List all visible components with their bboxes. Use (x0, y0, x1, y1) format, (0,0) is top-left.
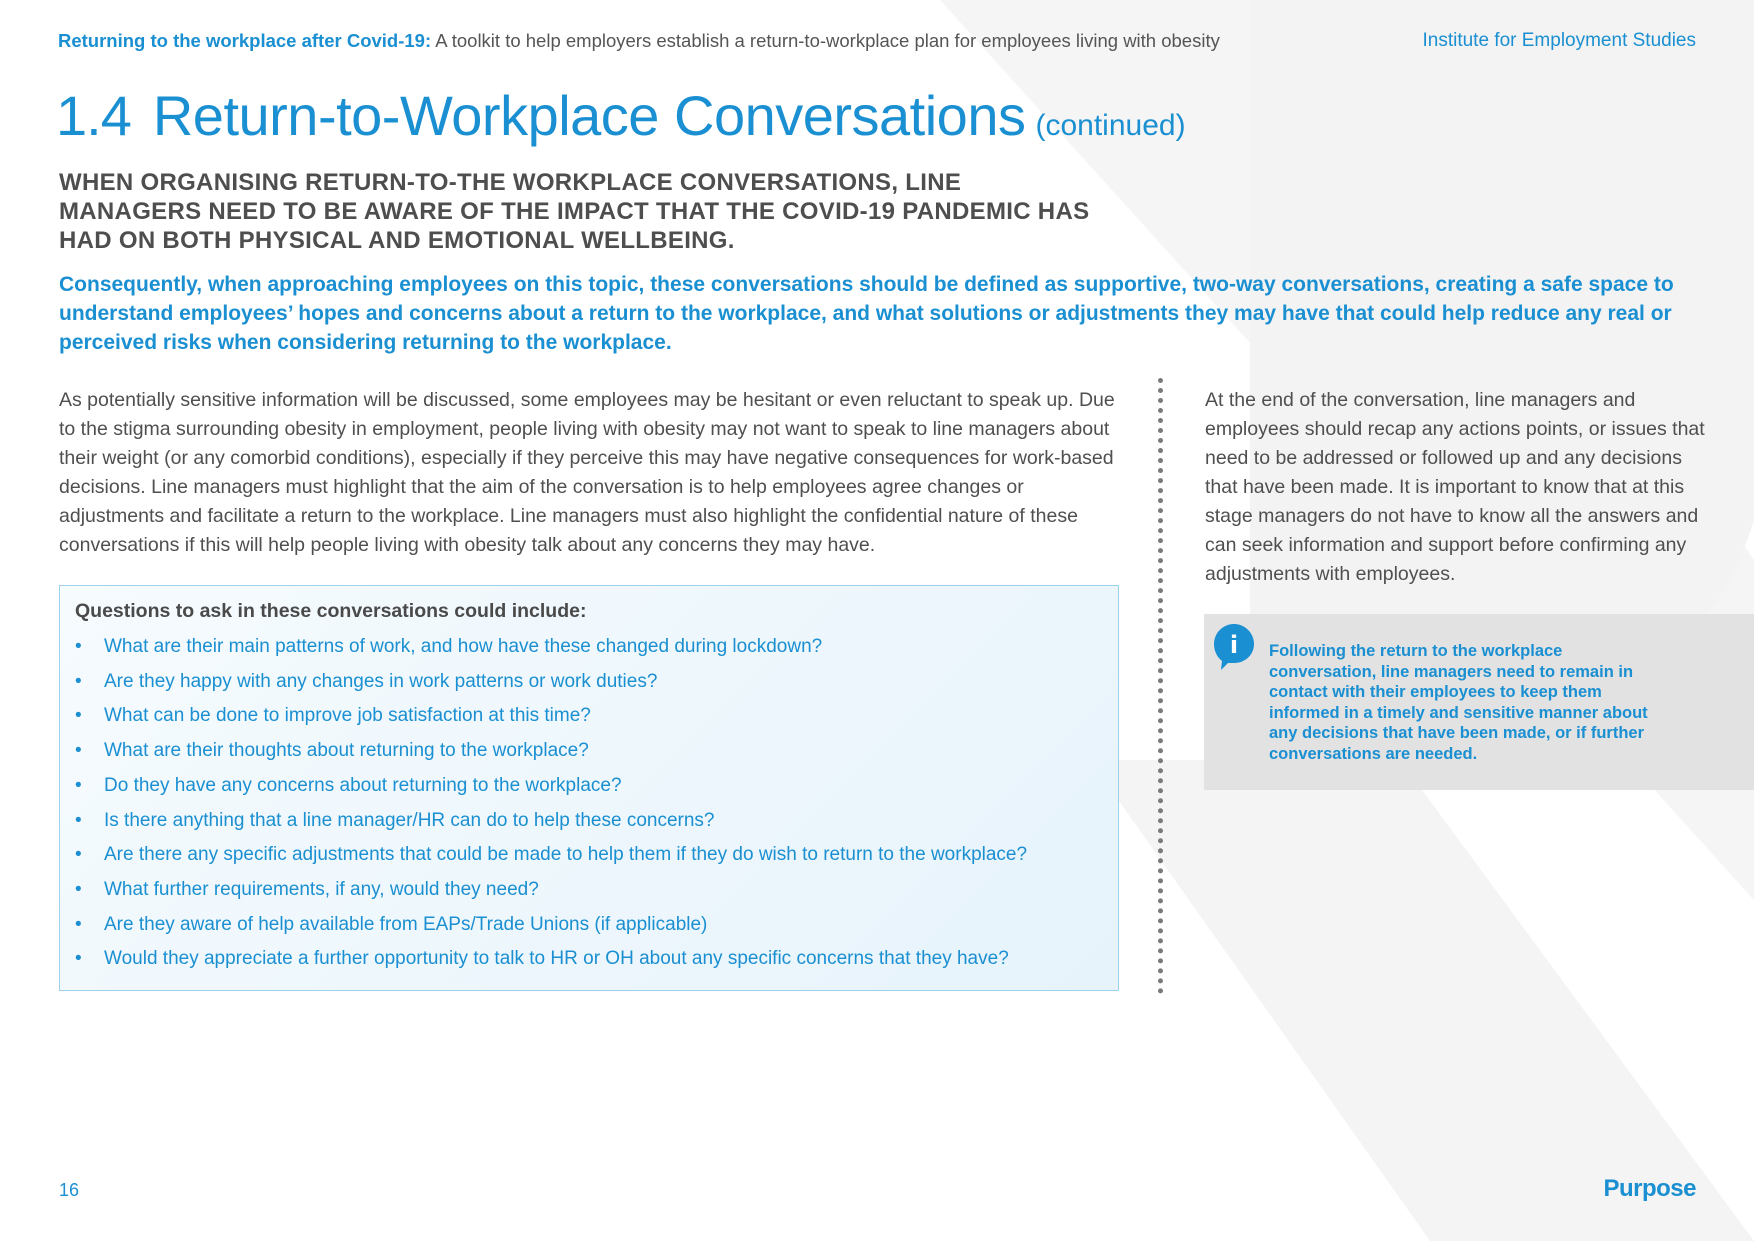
header-series-title: Returning to the workplace after Covid-19: (58, 30, 432, 51)
info-box (1204, 614, 1754, 790)
question-item (75, 665, 1104, 700)
bullet-icon: • (75, 844, 82, 866)
question-text: Are they aware of help available from EAPs/Trade Unions (if applicable) (104, 913, 708, 935)
question-text: What can be done to improve job satisfaction at this time? (104, 705, 591, 727)
intro-paragraph: Consequently, when approaching employees on this topic, these conversations should be defined as supportive, two-way conversations, creating a safe space to understand employees’ hopes and concerns about a return to the workplace, and what solutions or adjustments they may have that could help reduce any real or perceived risks when considering returning to the workplace. (59, 273, 1674, 354)
subheading: WHEN ORGANISING RETURN-TO-THE WORKPLACE CONVERSATIONS, LINE MANAGERS NEED TO BE AWARE OF THE IMPACT THAT THE COVID-19 PANDEMIC HAS HAD ON BOTH PHYSICAL AND EMOTIONAL WELLBEING. (59, 169, 1090, 254)
question-text: Are they happy with any changes in work patterns or work duties? (104, 670, 658, 692)
bullet-icon: • (75, 636, 82, 657)
question-item (75, 838, 1104, 873)
info-icon-glyph: i (1229, 631, 1239, 659)
right-body-paragraph: At the end of the conversation, line managers and employees should recap any actions points, or issues that need to be addressed or followed up and any decisions that have been made. It is important to know that at this stage managers do not have to know all the answers and can seek information and support before confirming any adjustments with employees. (1205, 389, 1705, 585)
question-text: What further requirements, if any, would they need? (104, 878, 539, 900)
questions-list (75, 630, 1104, 977)
bullet-icon: • (75, 705, 82, 727)
info-icon (1212, 622, 1256, 672)
section-number: 1.4 (56, 84, 131, 147)
questions-box (59, 585, 1119, 991)
header-series (58, 30, 1220, 52)
page-title (56, 82, 1186, 149)
question-item (75, 908, 1104, 943)
section-title-suffix: (continued) (1035, 109, 1186, 142)
header-series-subtitle: A toolkit to help employers establish a return-to-workplace plan for employees living with obesity (435, 30, 1220, 51)
question-text: Are there any specific adjustments that could be made to help them if they do wish to return to the workplace? (104, 844, 1028, 866)
bullet-icon: • (75, 809, 82, 831)
bullet-icon: • (75, 948, 82, 970)
column-divider (1158, 378, 1163, 994)
question-item (75, 630, 1104, 665)
question-text: Is there anything that a line manager/HR can do to help these concerns? (104, 809, 715, 831)
question-item (75, 699, 1104, 734)
question-item (75, 734, 1104, 769)
question-text: What are their main patterns of work, and how have these changed during lockdown? (104, 636, 823, 657)
bullet-icon: • (75, 740, 82, 762)
question-item (75, 942, 1104, 977)
question-item (75, 804, 1104, 839)
bullet-icon: • (75, 878, 82, 900)
bullet-icon: • (75, 913, 82, 935)
page-number: 16 (59, 1180, 80, 1200)
question-text: What are their thoughts about returning to the workplace? (104, 740, 589, 762)
bullet-icon: • (75, 774, 82, 796)
question-item (75, 873, 1104, 908)
section-title: Return-to-Workplace Conversations (152, 84, 1026, 147)
info-box-text: Following the return to the workplace conversation, line managers need to remain in contact with their employees to keep them informed in a timely and sensitive manner about any decisions that have been made, or if further conversations are needed. (1269, 642, 1648, 763)
questions-title: Questions to ask in these conversations could include: (75, 600, 587, 622)
question-text: Do they have any concerns about returning to the workplace? (104, 774, 622, 796)
header-organisation: Institute for Employment Studies (1422, 30, 1696, 51)
footer-brand-logo: Purpose (1603, 1175, 1696, 1202)
question-item (75, 769, 1104, 804)
bullet-icon: • (75, 670, 82, 692)
question-text: Would they appreciate a further opportunity to talk to HR or OH about any specific concerns that they have? (104, 948, 1009, 970)
left-body-paragraph: As potentially sensitive information will be discussed, some employees may be hesitant or even reluctant to speak up. Due to the stigma surrounding obesity in employment, people living with obesity may not want to speak to line managers about their weight (or any comorbid conditions), especially if they perceive this may have negative consequences for work-based decisions. Line managers must highlight that the aim of the conversation is to help employees agree changes or adjustments and facilitate a return to the workplace. Line managers must also highlight the confidential nature of these conversations if this will help people living with obesity talk about any concerns they may have. (59, 389, 1115, 556)
